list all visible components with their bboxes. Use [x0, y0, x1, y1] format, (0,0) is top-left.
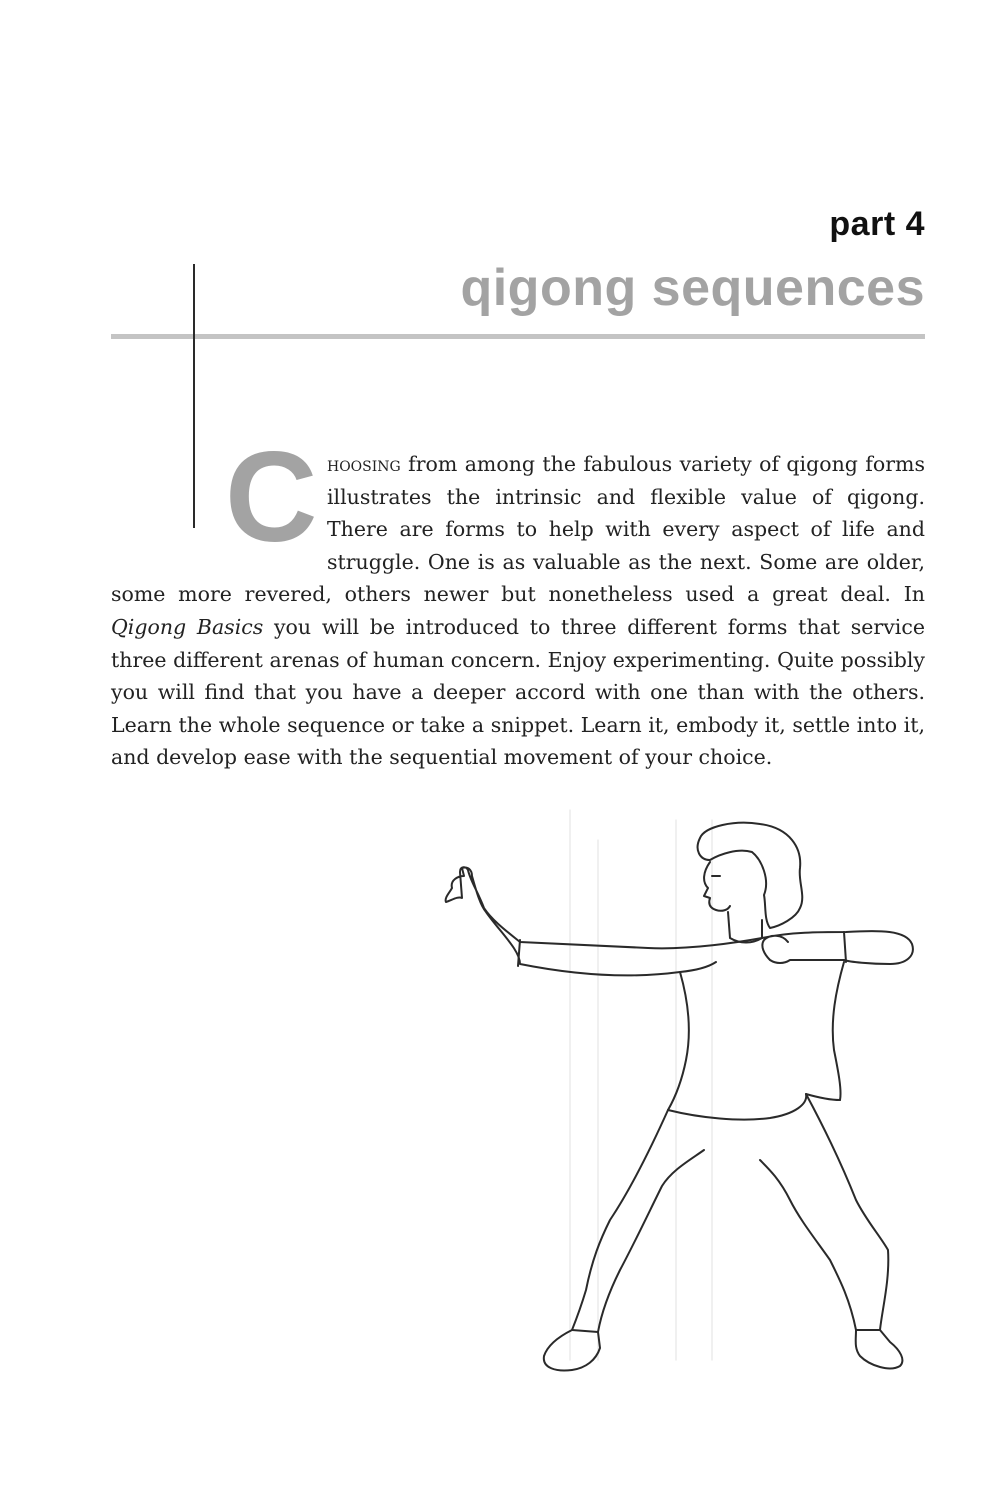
book-title: Qigong Basics	[111, 614, 264, 639]
torso-right	[833, 962, 844, 1100]
part-label: part 4	[829, 205, 925, 243]
torso-left	[668, 972, 689, 1110]
left-leg	[572, 1110, 704, 1332]
waistband	[668, 1094, 840, 1120]
right-leg	[760, 1094, 888, 1330]
intro-paragraph	[111, 426, 925, 774]
lead-smallcaps: hoosing	[327, 452, 401, 476]
qigong-figure-illustration	[430, 805, 930, 1405]
drop-cap: C	[225, 426, 318, 569]
right-arm	[762, 931, 913, 964]
part-title: qigong sequences	[460, 259, 925, 317]
paragraph-text-1: from among the fabulous variety of qigong forms illustrates the intrinsic and flexible value of qigong. There are forms to help with every aspect of life and struggle. One is as valuable as the next. Some are older, some more revered, others newer but nonetheless used a great deal. In	[111, 452, 925, 607]
paragraph-text-2: you will be introduced to three different forms that service three different arenas of human concern. Enjoy experimenting. Quite possibly you will find that you have a deeper accord with one than with the others. Learn the whole sequence or take a snippet. Learn it, embody it, settle into it, and develop ease with the sequential movement of your choice.	[111, 614, 925, 770]
face	[704, 862, 730, 911]
guide-lines	[570, 810, 712, 1360]
left-arm	[446, 867, 762, 975]
right-foot	[856, 1330, 903, 1368]
horizontal-rule	[111, 334, 925, 339]
right-cuff	[844, 932, 846, 962]
left-foot	[544, 1330, 600, 1370]
